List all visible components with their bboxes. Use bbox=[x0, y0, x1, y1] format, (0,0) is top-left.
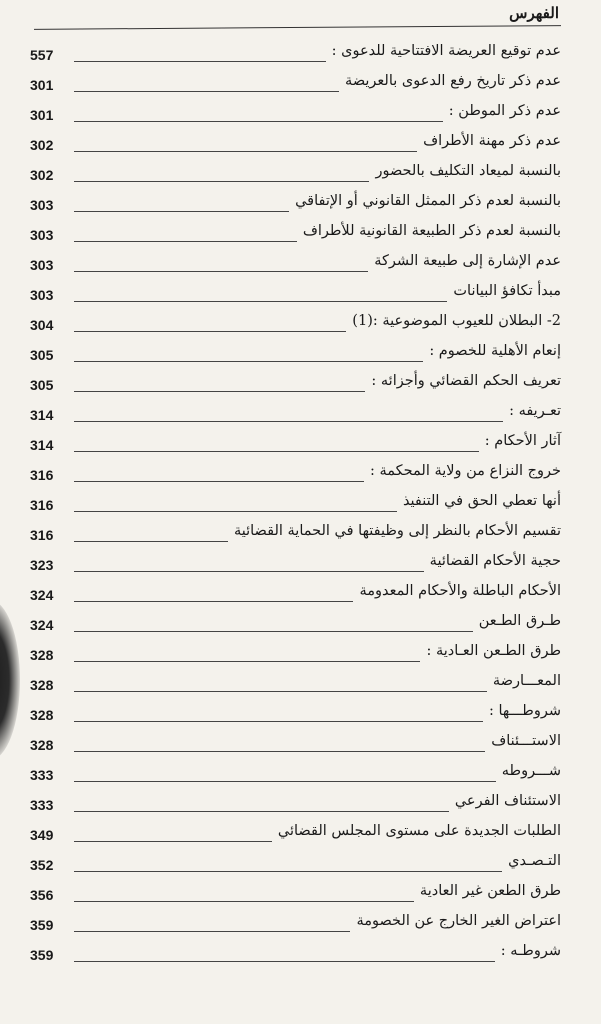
toc-entry bbox=[30, 220, 561, 250]
toc-entry-title: شروطـه : bbox=[500, 943, 561, 959]
toc-entry bbox=[30, 430, 561, 460]
toc-entry-page: 305 bbox=[30, 347, 54, 363]
toc-leader-line bbox=[74, 811, 449, 812]
toc-entry bbox=[30, 190, 561, 220]
header-rule bbox=[34, 25, 561, 30]
toc-leader-line bbox=[74, 781, 496, 782]
table-of-contents bbox=[30, 40, 561, 994]
toc-entry-page: 304 bbox=[30, 317, 54, 333]
toc-leader-line bbox=[74, 871, 502, 872]
toc-entry-title: بالنسبة لعدم ذكر الطبيعة القانونية للأطراف bbox=[302, 223, 561, 239]
toc-entry-title: حجية الأحكام القضائية bbox=[429, 553, 561, 569]
toc-entry-page: 333 bbox=[30, 797, 54, 813]
toc-entry bbox=[30, 820, 561, 850]
toc-entry bbox=[30, 910, 561, 940]
toc-entry bbox=[30, 670, 561, 700]
toc-entry bbox=[30, 490, 561, 520]
toc-entry-page: 359 bbox=[30, 917, 54, 933]
toc-entry-title: شـــروطه bbox=[501, 763, 561, 779]
toc-entry-page: 323 bbox=[30, 557, 54, 573]
toc-entry-title: التـصـدي bbox=[508, 853, 561, 869]
toc-entry-page: 314 bbox=[30, 407, 54, 423]
toc-entry bbox=[30, 280, 561, 310]
toc-entry bbox=[30, 790, 561, 820]
toc-leader-line bbox=[74, 121, 443, 122]
toc-entry-title: عدم ذكر تاريخ رفع الدعوى بالعريضة bbox=[345, 73, 561, 89]
toc-entry-title: بالنسبة لميعاد التكليف بالحضور bbox=[375, 163, 561, 179]
toc-leader-line bbox=[74, 91, 339, 92]
toc-entry-page: 316 bbox=[30, 467, 54, 483]
toc-leader-line bbox=[74, 361, 423, 362]
toc-leader-line bbox=[74, 511, 397, 512]
toc-entry-title: مبدأ تكافؤ البيانات bbox=[453, 283, 561, 299]
toc-entry-title: عدم ذكر مهنة الأطراف bbox=[423, 133, 561, 149]
toc-entry-title: الأحكام الباطلة والأحكام المعدومة bbox=[359, 583, 561, 599]
toc-leader-line bbox=[74, 631, 473, 632]
toc-leader-line bbox=[74, 721, 483, 722]
toc-leader-line bbox=[74, 931, 350, 932]
toc-entry-page: 324 bbox=[30, 617, 54, 633]
toc-entry bbox=[30, 310, 561, 340]
toc-entry-page: 328 bbox=[30, 647, 54, 663]
toc-entry bbox=[30, 730, 561, 760]
toc-leader-line bbox=[74, 211, 289, 212]
toc-leader-line bbox=[74, 841, 272, 842]
toc-entry-title: الطلبات الجديدة على مستوى المجلس القضائي bbox=[277, 823, 561, 839]
toc-entry-page: 324 bbox=[30, 587, 54, 603]
toc-leader-line bbox=[74, 61, 326, 62]
toc-entry-page: 305 bbox=[30, 377, 54, 393]
toc-leader-line bbox=[74, 601, 353, 602]
toc-entry-title: أنها تعطي الحق في التنفيذ bbox=[402, 493, 561, 509]
toc-entry-page: 302 bbox=[30, 137, 54, 153]
toc-leader-line bbox=[74, 181, 369, 182]
toc-entry-title: طرق الطعن غير العادية bbox=[419, 883, 561, 899]
toc-leader-line bbox=[74, 961, 495, 962]
toc-entry-page: 349 bbox=[30, 827, 54, 843]
toc-entry-page: 356 bbox=[30, 887, 54, 903]
toc-entry-title: 2- البطلان للعيوب الموضوعية :(1) bbox=[352, 313, 561, 329]
toc-entry-page: 333 bbox=[30, 767, 54, 783]
toc-entry-title: عدم توقيع العريضة الافتتاحية للدعوى : bbox=[331, 43, 561, 59]
toc-entry bbox=[30, 550, 561, 580]
toc-entry bbox=[30, 580, 561, 610]
toc-entry-page: 328 bbox=[30, 737, 54, 753]
toc-entry-page: 303 bbox=[30, 227, 54, 243]
toc-entry-title: عدم ذكر الموطن : bbox=[448, 103, 561, 119]
toc-entry bbox=[30, 400, 561, 430]
toc-entry-page: 303 bbox=[30, 257, 54, 273]
toc-entry bbox=[30, 250, 561, 280]
toc-entry bbox=[30, 850, 561, 880]
toc-entry-title: شروطـــها : bbox=[488, 703, 561, 719]
toc-entry-title: آثار الأحكام : bbox=[484, 433, 561, 449]
toc-leader-line bbox=[74, 751, 485, 752]
toc-entry bbox=[30, 700, 561, 730]
toc-leader-line bbox=[74, 661, 420, 662]
toc-entry-page: 302 bbox=[30, 167, 54, 183]
toc-entry bbox=[30, 100, 561, 130]
toc-entry-page: 328 bbox=[30, 677, 54, 693]
toc-entry-page: 301 bbox=[30, 107, 54, 123]
toc-entry-page: 301 bbox=[30, 77, 54, 93]
toc-leader-line bbox=[74, 451, 479, 452]
toc-entry-title: خروج النزاع من ولاية المحكمة : bbox=[370, 463, 561, 479]
toc-leader-line bbox=[74, 271, 368, 272]
toc-entry bbox=[30, 880, 561, 910]
toc-entry bbox=[30, 340, 561, 370]
toc-entry-page: 316 bbox=[30, 497, 54, 513]
toc-entry bbox=[30, 610, 561, 640]
toc-entry-title: تقسيم الأحكام بالنظر إلى وظيفتها في الحماية القضائية bbox=[233, 523, 561, 539]
toc-leader-line bbox=[74, 481, 364, 482]
toc-leader-line bbox=[74, 151, 417, 152]
toc-entry bbox=[30, 40, 561, 70]
toc-entry-title: المعـــارضة bbox=[492, 673, 561, 689]
toc-leader-line bbox=[74, 421, 503, 422]
toc-leader-line bbox=[74, 541, 228, 542]
toc-entry-page: 557 bbox=[30, 47, 54, 63]
toc-leader-line bbox=[74, 391, 365, 392]
toc-entry bbox=[30, 460, 561, 490]
toc-entry bbox=[30, 130, 561, 160]
toc-entry-page: 314 bbox=[30, 437, 54, 453]
toc-entry-page: 316 bbox=[30, 527, 54, 543]
toc-entry-title: اعتراض الغير الخارج عن الخصومة bbox=[356, 913, 561, 929]
toc-entry-title: إنعام الأهلية للخصوم : bbox=[429, 343, 561, 359]
toc-entry-title: بالنسبة لعدم ذكر الممثل القانوني أو الإتفاقي bbox=[295, 193, 561, 209]
toc-entry-page: 328 bbox=[30, 707, 54, 723]
toc-entry-title: تعريف الحكم القضائي وأجزائه : bbox=[371, 373, 561, 389]
toc-entry-page: 359 bbox=[30, 947, 54, 963]
toc-entry-page: 352 bbox=[30, 857, 54, 873]
toc-entry-title: تعـريفه : bbox=[509, 403, 561, 419]
toc-leader-line bbox=[74, 301, 447, 302]
toc-entry-page: 303 bbox=[30, 287, 54, 303]
toc-entry-title: طرق الطـعن العـادية : bbox=[426, 643, 561, 659]
toc-entry-page: 303 bbox=[30, 197, 54, 213]
toc-leader-line bbox=[74, 571, 424, 572]
toc-entry bbox=[30, 160, 561, 190]
toc-entry bbox=[30, 70, 561, 100]
toc-entry bbox=[30, 640, 561, 670]
toc-entry-title: طـرق الطـعن bbox=[478, 613, 561, 629]
toc-leader-line bbox=[74, 901, 414, 902]
toc-entry bbox=[30, 370, 561, 400]
toc-entry bbox=[30, 520, 561, 550]
toc-entry-title: عدم الإشارة إلى طبيعة الشركة bbox=[374, 253, 561, 269]
toc-entry-title: الاستئناف الفرعي bbox=[454, 793, 561, 809]
toc-leader-line bbox=[74, 241, 297, 242]
toc-entry bbox=[30, 940, 561, 970]
toc-leader-line bbox=[74, 331, 346, 332]
toc-entry-title: الاستـــئناف bbox=[491, 733, 561, 749]
toc-leader-line bbox=[74, 691, 487, 692]
page-title: الفهرس bbox=[509, 4, 559, 22]
page-edge-shadow bbox=[0, 600, 20, 760]
toc-entry bbox=[30, 760, 561, 790]
